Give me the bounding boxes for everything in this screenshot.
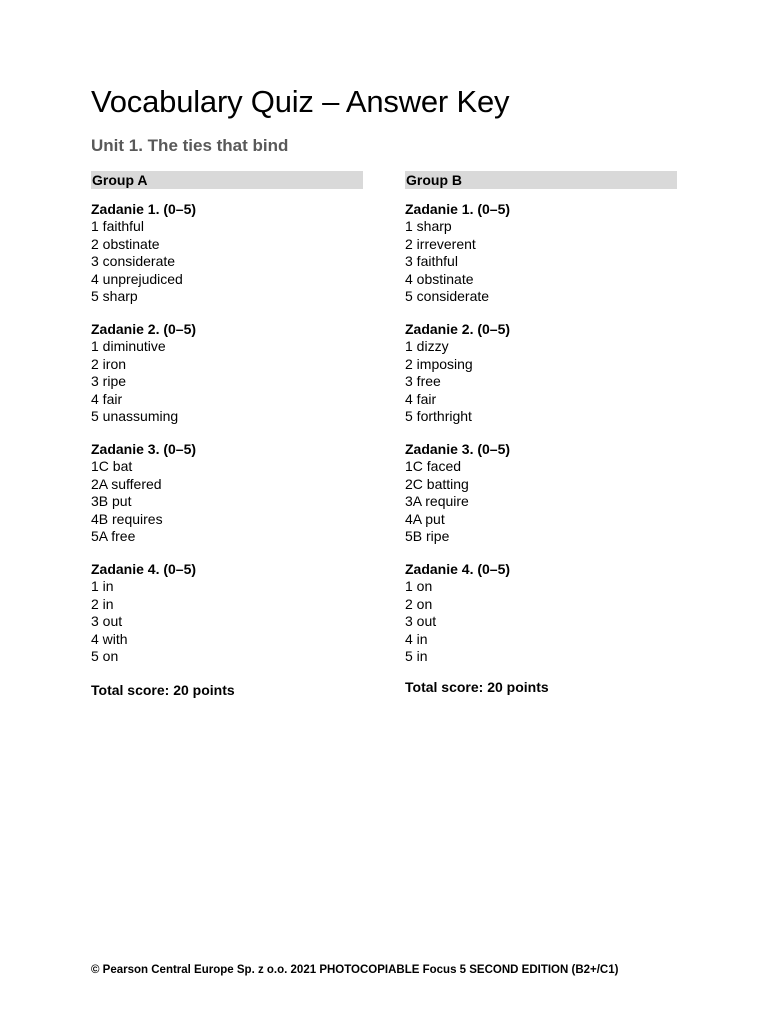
answer-item: 3 out [405,613,437,630]
answer-item: 2 on [405,595,433,612]
answer-item: 2 irreverent [405,235,476,252]
group-a-total-score: Total score: 20 points [91,681,235,698]
answer-item: 1 in [91,577,114,594]
answer-item: 4A put [405,510,445,527]
answer-item: 4 in [405,630,428,647]
answer-item: 3 ripe [91,373,127,390]
page-title: Vocabulary Quiz – Answer Key [91,84,510,119]
group-a-header: Group A [91,171,363,189]
answer-list [91,338,363,426]
answer-item: 3 considerate [91,253,176,270]
answer-list [405,218,677,306]
answer-item: 5B ripe [405,528,450,545]
answer-item: 5 on [91,648,119,665]
answer-item: 2 obstinate [91,235,160,252]
section-title: Zadanie 1. (0–5) [91,201,197,217]
answer-item: 5 forthright [405,408,472,425]
section-title: Zadanie 2. (0–5) [405,320,511,337]
group-b-section-1 [405,201,677,306]
group-a-section-4 [91,561,363,666]
section-title: Zadanie 1. (0–5) [405,201,511,217]
group-b-total-score: Total score: 20 points [405,678,549,695]
answer-item: 1 on [405,577,433,594]
answer-item: 2 imposing [405,355,473,372]
group-a-section-2 [91,321,363,426]
group-a-section-3 [91,441,363,546]
answer-list [91,218,363,306]
group-b-section-3 [405,441,677,546]
section-title: Zadanie 3. (0–5) [405,440,511,457]
group-a-section-1 [91,201,363,306]
answer-item: 1C faced [405,457,462,474]
group-b-header: Group B [405,171,677,189]
answer-item: 3A require [405,493,469,510]
answer-item: 5 considerate [405,288,490,305]
section-title: Zadanie 3. (0–5) [91,440,197,457]
group-b-section-2 [405,321,677,426]
answer-item: 4 with [91,630,128,647]
answer-item: 4 fair [405,390,437,407]
answer-list [91,458,363,546]
answer-item: 2 in [91,595,114,612]
answer-item: 1 sharp [405,218,452,234]
answer-item: 5A free [91,528,136,545]
answer-item: 4B requires [91,510,163,527]
answer-item: 3 faithful [405,253,458,270]
answer-item: 4 obstinate [405,270,474,287]
answer-item: 5 unassuming [91,408,179,425]
answer-item: 4 fair [91,390,123,407]
answer-item: 1 diminutive [91,337,166,354]
answer-item: 2C batting [405,475,469,492]
section-title: Zadanie 2. (0–5) [91,320,197,337]
page-subtitle: Unit 1. The ties that bind [91,136,289,155]
answer-item: 3 out [91,613,123,630]
answer-item: 5 sharp [91,288,138,305]
section-title: Zadanie 4. (0–5) [405,560,511,577]
answer-item: 1C bat [91,457,133,474]
answer-item: 3B put [91,493,132,510]
group-b-section-4 [405,561,677,666]
answer-list [405,458,677,546]
answer-item: 1 dizzy [405,337,449,354]
answer-list [91,578,363,666]
answer-item: 1 faithful [91,218,144,234]
section-title: Zadanie 4. (0–5) [91,560,197,577]
answer-item: 4 unprejudiced [91,270,183,287]
answer-item: 5 in [405,648,428,665]
answer-list [405,578,677,666]
answer-item: 2A suffered [91,475,162,492]
answer-item: 2 iron [91,355,127,372]
group-b-column [405,171,677,696]
copyright-footer: © Pearson Central Europe Sp. z o.o. 2021 PHOTOCOPIABLE Focus 5 SECOND EDITION (B2+/C1) [91,964,619,976]
group-a-column [91,171,363,699]
answer-item: 3 free [405,373,441,390]
answer-list [405,338,677,426]
